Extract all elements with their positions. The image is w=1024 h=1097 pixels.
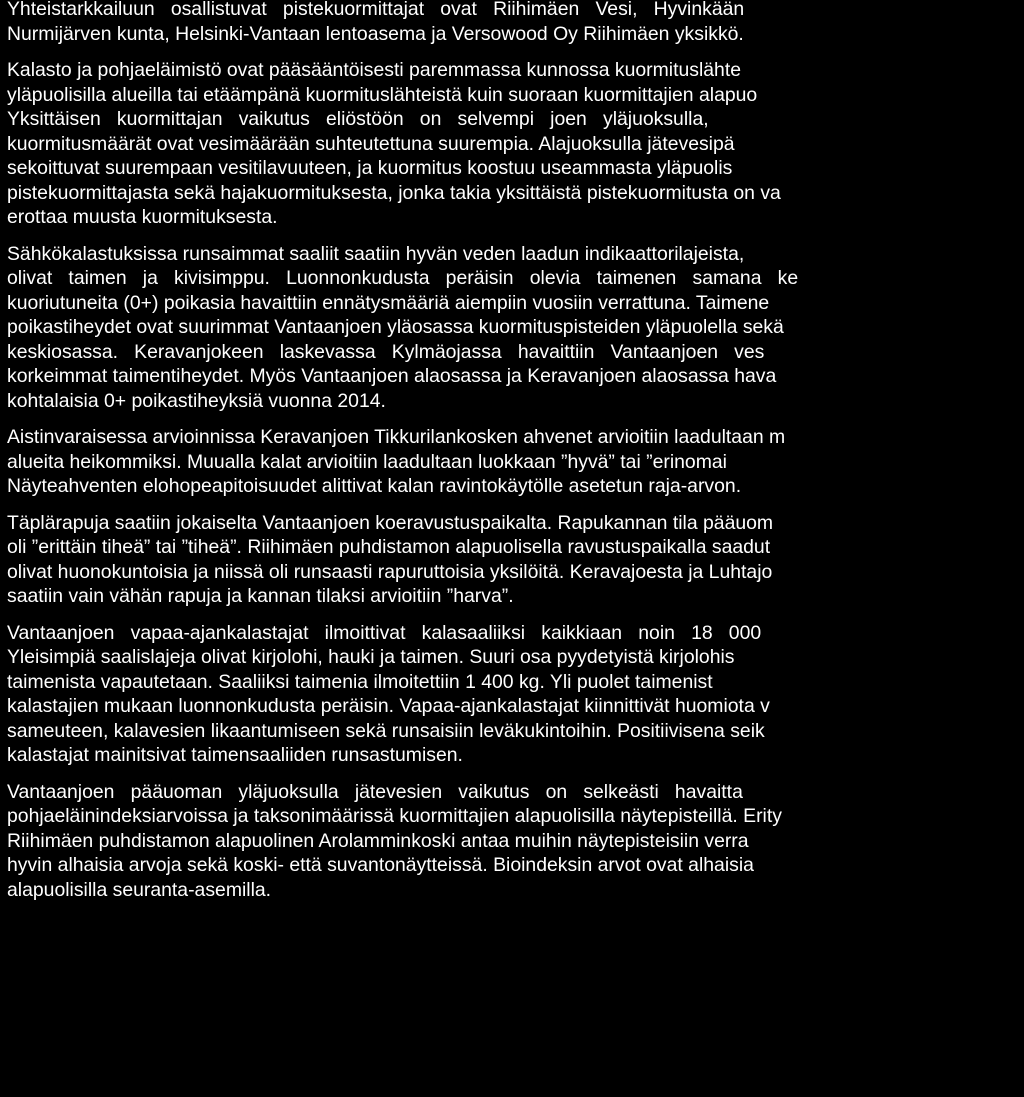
text-line: Sähkökalastuksissa runsaimmat saaliit saatiin hyvän veden laadun indikaattorilajeista, [7, 242, 745, 265]
text-line: saatiin vain vähän rapuja ja kannan tilaksi arvioitiin ”harva”. [7, 585, 514, 607]
text-line: kalastajat mainitsivat taimensaaliiden runsastumisen. [7, 744, 463, 766]
text-line: Riihimäen puhdistamon alapuolinen Arolamminkoski antaa muihin näytepisteisiin verra [7, 829, 749, 852]
text-line: Vantaanjoen vapaa-ajankalastajat ilmoittivat kalasaaliiksi kaikkiaan noin 18 000 [7, 621, 762, 644]
text-line: Nurmijärven kunta, Helsinki-Vantaan lentoasema ja Versowood Oy Riihimäen yksikkö. [7, 22, 744, 45]
paragraph-1 [7, 0, 1024, 46]
text-line: korkeimmat taimentiheydet. Myös Vantaanjoen alaosassa ja Keravanjoen alaosassa hava [7, 365, 777, 387]
paragraph-7 [7, 780, 1024, 903]
paragraph-2 [7, 58, 1024, 230]
paragraph-6 [7, 621, 1024, 768]
text-line: olivat taimen ja kivisimppu. Luonnonkudusta peräisin olevia taimenen samana ke [7, 267, 799, 289]
text-line: kuoriutuneita (0+) poikasia havaittiin ennätysmääriä aiempiin vuosiin verrattuna. Taimene [7, 291, 770, 314]
text-line: oli ”erittäin tiheä” tai ”tiheä”. Riihimäen puhdistamon alapuolisella ravustuspaikalla saadut [7, 536, 771, 558]
text-line: olivat huonokuntoisia ja niissä oli runsaasti rapuruttoisia yksilöitä. Keravajoesta ja Luhtajo [7, 560, 773, 583]
text-line: poikastiheydet ovat suurimmat Vantaanjoen yläosassa kuormituspisteiden yläpuolella sekä [7, 316, 784, 338]
text-line: Yksittäisen kuormittajan vaikutus eliöstöön on selvempi joen yläjuoksulla, [7, 108, 709, 130]
text-line: hyvin alhaisia arvoja sekä koski- että suvantonäytteissä. Bioindeksin arvot ovat alhaisia [7, 854, 754, 876]
paragraph-4 [7, 425, 1024, 499]
text-line: erottaa muusta kuormituksesta. [7, 206, 278, 228]
paragraph-5 [7, 511, 1024, 609]
text-line: Täplärapuja saatiin jokaiselta Vantaanjoen koeravustuspaikalta. Rapukannan tila pääuom [7, 511, 774, 534]
text-line: sameuteen, kalavesien likaantumiseen sekä runsaisiin leväkukintoihin. Positiivisena seik [7, 719, 765, 742]
text-line: keskiosassa. Keravanjokeen laskevassa Kylmäojassa havaittiin Vantaanjoen ves [7, 340, 765, 363]
text-line: Yleisimpiä saalislajeja olivat kirjolohi, hauki ja taimen. Suuri osa pyydetyistä kirjolohis [7, 646, 735, 668]
document-text [7, 0, 1024, 914]
text-line: kohtalaisia 0+ poikastiheyksiä vuonna 2014. [7, 389, 386, 412]
text-line: kalastajien mukaan luonnonkudusta peräisin. Vapaa-ajankalastajat kiinnittivät huomiota v [7, 695, 770, 717]
paragraph-3 [7, 242, 1024, 414]
text-line: Aistinvaraisessa arvioinnissa Keravanjoen Tikkurilankosken ahvenet arvioitiin laadultaan m [7, 426, 786, 448]
text-line: Yhteistarkkailuun osallistuvat pistekuormittajat ovat Riihimäen Vesi, Hyvinkään [7, 0, 745, 20]
text-line: Näyteahventen elohopeapitoisuudet alittivat kalan ravintokäytölle asetetun raja-arvon. [7, 475, 742, 497]
text-line: pistekuormittajasta sekä hajakuormituksesta, jonka takia yksittäistä pistekuormitusta on va [7, 181, 781, 204]
text-line: sekoittuvat suurempaan vesitilavuuteen, ja kuormitus koostuu useammasta yläpuolis [7, 157, 733, 179]
text-line: yläpuolisilla alueilla tai etäämpänä kuormituslähteistä kuin suoraan kuormittajien alapuo [7, 83, 758, 106]
text-line: alapuolisilla seuranta-asemilla. [7, 878, 272, 901]
text-line: alueita heikommiksi. Muualla kalat arvioitiin laadultaan luokkaan ”hyvä” tai ”erinomai [7, 450, 727, 473]
text-line: Kalasto ja pohjaeläimistö ovat pääsääntöisesti paremmassa kunnossa kuormituslähte [7, 59, 742, 81]
text-line: pohjaeläinindeksiarvoissa ja taksonimäärissä kuormittajien alapuolisilla näytepisteillä. Erity [7, 805, 782, 827]
text-line: taimenista vapautetaan. Saaliiksi taimenia ilmoitettiin 1 400 kg. Yli puolet taimenist [7, 670, 713, 693]
text-line: Vantaanjoen pääuoman yläjuoksulla jätevesien vaikutus on selkeästi havaitta [7, 780, 743, 803]
text-line: kuormitusmäärät ovat vesimäärään suhteutettuna suurempia. Alajuoksulla jätevesipä [7, 132, 735, 155]
